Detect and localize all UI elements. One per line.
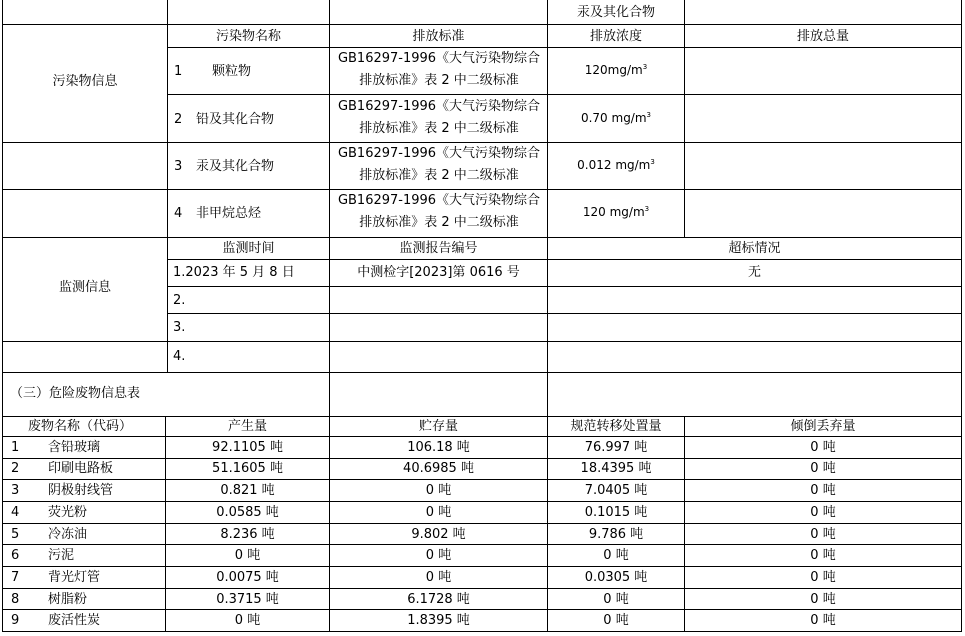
monitor-time: 1.2023 年 5 月 8 日: [173, 265, 295, 280]
top-partial-text: 汞及其化合物: [576, 5, 655, 20]
stored-amount: 6.1728 吨: [407, 592, 470, 607]
report-number: 中测检字[2023]第 0616 号: [357, 265, 520, 280]
pollutant-name: 汞及其化合物: [196, 159, 275, 174]
transferred-amount: 0.0305 吨: [584, 570, 648, 585]
header-concentration: 排放浓度: [589, 29, 642, 44]
header-total: 排放总量: [796, 29, 849, 44]
produced-amount: 8.236 吨: [220, 527, 275, 542]
stored-amount: 0 吨: [425, 483, 452, 498]
transferred-amount: 18.4395 吨: [580, 461, 652, 476]
row-number: 5: [11, 527, 20, 542]
header-report-no: 监测报告编号: [399, 241, 478, 256]
dumped-amount: 0 吨: [810, 505, 836, 520]
monitor-time: 2.: [173, 293, 186, 308]
waste-name: 树脂粉: [48, 592, 88, 607]
hazardous-section-title: （三）危险废物信息表: [10, 386, 141, 401]
concentration-exponent: 3: [644, 205, 650, 213]
emission-standard: [331, 48, 547, 92]
row-number: 9: [11, 613, 20, 628]
stored-amount: 40.6985 吨: [403, 461, 474, 476]
pollutant-name: 颗粒物: [212, 64, 252, 79]
row-number: 1: [174, 64, 183, 79]
row-number: 2: [11, 461, 20, 476]
transferred-amount: 0 吨: [603, 613, 629, 628]
produced-amount: 0 吨: [234, 548, 261, 563]
header-exceed: 超标情况: [728, 241, 781, 256]
monitoring-section-label: 监测信息: [58, 280, 111, 295]
header-pollutant-name: 污染物名称: [215, 29, 281, 44]
standard-line-2: 排放标准》表 2 中二级标准: [359, 121, 519, 136]
transferred-amount: 0 吨: [603, 592, 629, 607]
dumped-amount: 0 吨: [810, 440, 836, 455]
concentration-value: 120mg/m: [584, 63, 643, 77]
standard-line-2: 排放标准》表 2 中二级标准: [359, 168, 519, 183]
exceed-status: 无: [747, 265, 761, 280]
standard-line-2: 排放标准》表 2 中二级标准: [359, 73, 519, 88]
row-number: 2: [174, 112, 183, 127]
row-number: 8: [11, 592, 20, 607]
standard-line-2: 排放标准》表 2 中二级标准: [359, 215, 519, 230]
waste-name: 污泥: [48, 548, 75, 563]
pollutant-name: 铅及其化合物: [196, 112, 275, 127]
concentration-exponent: 3: [650, 158, 655, 166]
dumped-amount: 0 吨: [810, 483, 836, 498]
concentration-exponent: 3: [646, 111, 652, 119]
row-number: 1: [11, 440, 20, 455]
row-number: 3: [11, 483, 20, 498]
standard-line-1: GB16297-1996《大气污染物综合: [337, 51, 541, 66]
row-number: 7: [11, 570, 20, 585]
produced-amount: 0.0075 吨: [216, 570, 279, 585]
dumped-amount: 0 吨: [810, 613, 836, 628]
standard-line-1: GB16297-1996《大气污染物综合: [337, 193, 541, 208]
stored-amount: 0 吨: [425, 548, 452, 563]
produced-amount: 92.1105 吨: [212, 440, 283, 455]
concentration-exponent: 3: [642, 63, 648, 71]
header-transferred: 规范转移处置量: [570, 419, 662, 434]
pollutant-name: 非甲烷总烃: [196, 206, 262, 221]
transferred-amount: 9.786 吨: [588, 527, 644, 542]
concentration-value: 120 mg/m: [582, 205, 645, 219]
waste-name: 冷冻油: [48, 527, 88, 542]
header-waste-name: 废物名称（代码）: [28, 419, 133, 434]
header-produced: 产生量: [227, 419, 267, 434]
row-number: 4: [174, 206, 183, 221]
stored-amount: 9.802 吨: [411, 527, 466, 542]
row-number: 3: [174, 159, 183, 174]
emission-concentration: [548, 111, 684, 125]
emission-standard: [331, 190, 547, 234]
standard-line-1: GB16297-1996《大气污染物综合: [337, 146, 541, 161]
transferred-amount: 7.0405 吨: [584, 483, 648, 498]
header-stored: 贮存量: [418, 419, 458, 434]
dumped-amount: 0 吨: [810, 592, 836, 607]
transferred-amount: 76.997 吨: [584, 440, 648, 455]
emission-standard: [331, 96, 547, 140]
monitor-time: 4.: [173, 349, 186, 364]
dumped-amount: 0 吨: [810, 570, 836, 585]
emission-concentration: [548, 205, 684, 219]
waste-name: 阴极射线管: [48, 483, 114, 498]
produced-amount: 0.0585 吨: [216, 505, 279, 520]
waste-name: 含铅玻璃: [48, 440, 101, 455]
waste-name: 背光灯管: [48, 570, 101, 585]
row-number: 6: [11, 548, 20, 563]
emission-standard: [331, 143, 547, 187]
produced-amount: 0.821 吨: [220, 483, 275, 498]
transferred-amount: 0 吨: [603, 548, 629, 563]
dumped-amount: 0 吨: [810, 548, 836, 563]
stored-amount: 106.18 吨: [407, 440, 470, 455]
emission-concentration: [548, 158, 684, 172]
emission-concentration: [548, 63, 684, 77]
pollutant-section-label: 污染物信息: [52, 74, 118, 89]
header-dumped: 倾倒丢弃量: [790, 419, 856, 434]
produced-amount: 0 吨: [234, 613, 261, 628]
waste-name: 荧光粉: [48, 505, 88, 520]
dumped-amount: 0 吨: [810, 461, 836, 476]
stored-amount: 0 吨: [425, 570, 452, 585]
waste-name: 印刷电路板: [48, 461, 114, 476]
produced-amount: 0.3715 吨: [216, 592, 279, 607]
standard-line-1: GB16297-1996《大气污染物综合: [337, 99, 541, 114]
dumped-amount: 0 吨: [810, 527, 836, 542]
concentration-value: 0.70 mg/m: [580, 111, 647, 125]
waste-name: 废活性炭: [48, 613, 101, 628]
stored-amount: 1.8395 吨: [407, 613, 470, 628]
header-standard: 排放标准: [412, 29, 465, 44]
stored-amount: 0 吨: [425, 505, 452, 520]
concentration-value: 0.012 mg/m: [577, 158, 651, 172]
transferred-amount: 0.1015 吨: [584, 505, 648, 520]
monitor-time: 3.: [173, 320, 186, 335]
row-number: 4: [11, 505, 20, 520]
header-monitor-time: 监测时间: [222, 241, 275, 256]
produced-amount: 51.1605 吨: [212, 461, 283, 476]
